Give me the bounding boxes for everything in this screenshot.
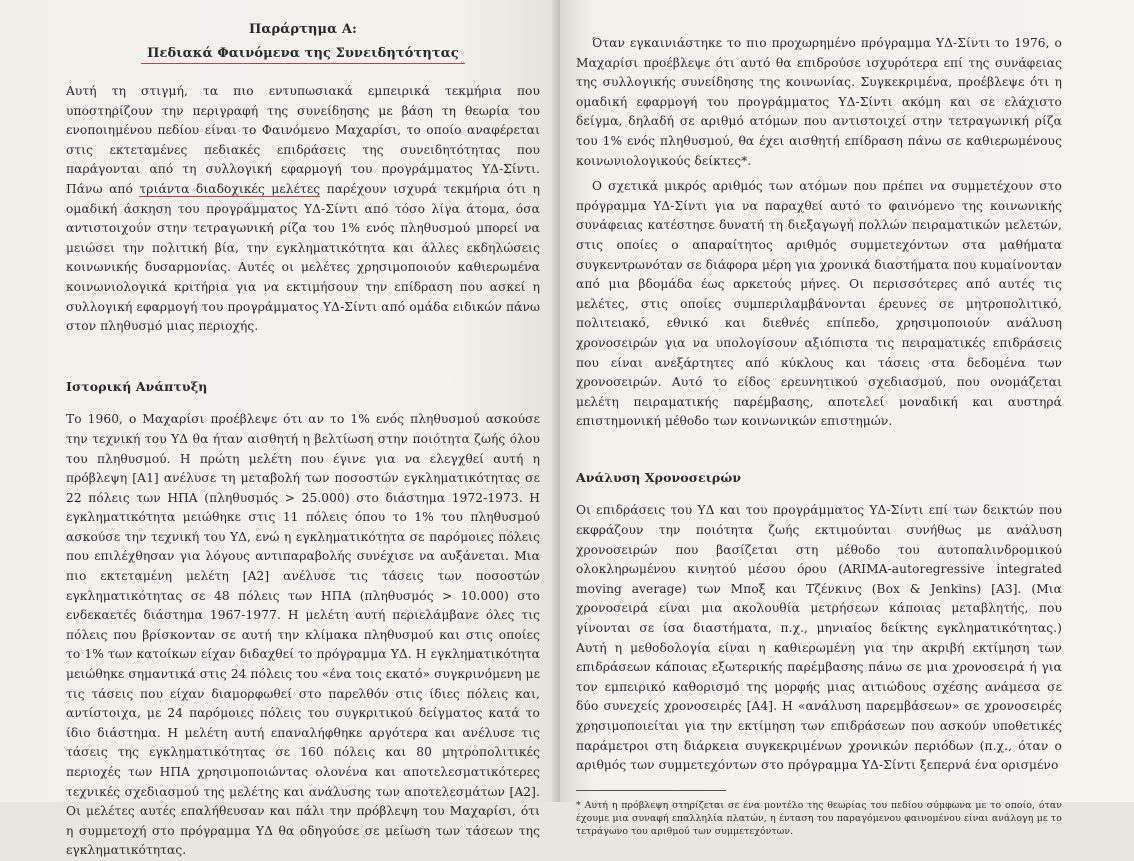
history-paragraph-3: Ο σχετικά μικρός αριθμός των ατόμων που πρέπει να συμμετέχουν στο πρόγραμμα ΥΔ-Σίντι για να παραχθεί αυτό το φαινόμενο της κοινωνικής συνάφειας κατέστησε δυνατή τη διεξαγωγή πολλών πειραματικών μελετών, στις οποίες ο απαραίτητος αριθμός συμμετεχόντων στα μαθήματα συγκεντρωνόταν σε διάφορα μέρη για χρονικά διαστήματα που κυμαίνονταν από μια βδομάδα έως αρκετούς μήνες. Οι περισσότερες από αυτές τις μελέτες, στις οποίες συμπεριλαμβάνονται έρευνες σε μητροπολιτικό, πολιτειακό, εθνικό και διεθνές επίπεδο, χρησιμοποιούν ανάλυση χρονοσειρών για να υπολογίσουν αξιόπιστα τις πειραματικές επιδράσεις που είναι ανεξάρτητες από κύκλους και τάσεις στα δεδομένα των χρονοσειρών. Αυτό το είδος ερευνητικού σχεδιασμού, που ονομάζεται μελέτη πειραματικής παρέμβασης, αποτελεί μοναδική και αυστηρά επιστημονική μέθοδο των κοινωνικών επιστημών. bbox=[576, 179, 1062, 429]
intro-paragraph bbox=[66, 82, 540, 337]
appendix-title: Παράρτημα Α: bbox=[249, 22, 357, 37]
appendix-subtitle-text: Πεδιακά Φαινόμενα της Συνειδητότητας bbox=[141, 46, 465, 64]
intro-text-b: παρέχουν ισχυρά τεκμήρια ότι η ομαδική άσκηση του προγράμματος ΥΔ-Σίντι από τόσο λίγα άτομα, όσα αντιστοιχούν στην τετραγωνική ρίζα του 1% ενός πληθυσμού μπορεί να μειώσει την πολιτική βία, την εγκληματικότητα και άλλες εκδηλώσεις κοινωνικής δυσαρμονίας. Αυτές οι μελέτες χρησιμοποιούν καθιερωμένα κοινωνιολογικά κριτήρια για να εκτιμήσουν την επίδραση που ασκεί η συλλογική εφαρμογή του προγράμματος ΥΔ-Σίντι από ομάδα ειδικών πάνω στον πληθυσμό μιας περιοχής. bbox=[66, 181, 540, 334]
right-page bbox=[560, 0, 1134, 837]
left-page bbox=[0, 0, 560, 858]
history-paragraph: Το 1960, ο Μαχαρίσι προέβλεψε ότι αν το 1% ενός πληθυσμού ασκούσε την τεχνική του ΥΔ θα ήταν αισθητή η βελτίωση στην ποιότητα ζωής όλου του πληθυσμού. Η πρώτη μελέτη που έγινε για να ελεγχθεί αυτή η πρόβλεψη [Α1] ανέλυσε τη μεταβολή των ποσοστών εγκληματικότητας σε 22 πόλεις των ΗΠΑ (πληθυσμός > 25.000) στο διάστημα 1972-1973. Η εγκληματικότητα μειώθηκε στις 11 πόλεις όπου το 1% του πληθυσμού ασκούσε την τεχνική του ΥΔ, ενώ η εγκληματικότητα σε παρόμοιες πόλεις που επιλέχθησαν για λόγους αντιπαραβολής συνέχισε να αυξάνεται. Μια πιο εκτεταμένη μελέτη [Α2] ανέλυσε τις τάσεις των ποσοστών εγκληματικότητας σε 48 πόλεις των ΗΠΑ (πληθυσμός > 10.000) στο ενδεκαετές διάστημα 1967-1977. Η μελέτη αυτή περιελάμβανε όλες τις πόλεις που βρίσκονταν σε αυτή την κλίμακα πληθυσμού και στις οποίες το 1% των κατοίκων είχαν διδαχθεί το πρόγραμμα ΥΔ. Η εγκληματικότητα μειώθηκε σημαντικά στις 24 πόλεις του «ένα τοις εκατό» συγκρινόμενη με τις τάσεις που είχαν διαμορφωθεί στο παρελθόν στις ίδιες πόλεις και, αντίστοιχα, με 24 παρόμοιες πόλεις του συγκριτικού δείγματος κατά το ίδιο διάστημα. Η μελέτη αυτή επαναλήφθηκε αργότερα και ανέλυσε τις τάσεις της εγκληματικότητας σε 160 πόλεις και 80 μητροπολιτικές περιοχές των ΗΠΑ χρησιμοποιώντας ολονένα και αποτελεσματικότερες τεχνικές σχεδιασμού της μελέτης και ανάλυσης των αποτελεσμάτων [Α2]. Οι μελέτες αυτές επαλήθευσαν και πάλι την πρόβλεψη του Μαχαρίσι, ότι η συμμετοχή στο πρόγραμμα ΥΔ θα οδηγούσε σε μείωση των τάσεων της εγκληματικότητας. bbox=[66, 412, 540, 858]
intro-text-a: Αυτή τη στιγμή, τα πιο εντυπωσιακά εμπειρικά τεκμήρια που υποστηρίζουν την περιγραφή της συνείδησης με βάση τη θεωρία του ενοποιημένου πεδίου είναι το Φαινόμενο Μαχαρίσι, το οποίο αναφέρεται στις εκτεταμένες πεδιακές επιδράσεις της συνειδητότητας που παράγονται από τη συλλογική εφαρμογή του προγράμματος ΥΔ-Σίντι. Πάνω από bbox=[66, 84, 540, 196]
history-paragraph-2: Όταν εγκαινιάστηκε το πιο προχωρημένο πρόγραμμα ΥΔ-Σίντι το 1976, ο Μαχαρίσι προέβλεψε ότι αυτό θα επιδρούσε ισχυρότερα επί της συνάφειας της συλλογικής συνείδησης της κοινωνίας. Συγκεκριμένα, προέβλεψε ότι η ομαδική εφαρμογή του προγράμματος ΥΔ-Σίντι ακόμη και σε ελάχιστο δείγμα, δηλαδή σε αριθμό ατόμων που αντιστοιχεί στην τετραγωνική ρίζα του 1% ενός πληθυσμού, θα έχει αισθητή επίδραση πάνω σε καθιερωμένους κοινωνιολογικούς δείκτες*. bbox=[576, 36, 1062, 168]
timeseries-heading: Ανάλυση Χρονοσειρών bbox=[576, 469, 742, 485]
footnote-rule bbox=[576, 790, 726, 791]
footnote: * Αυτή η πρόβλεψη στηρίζεται σε ένα μοντέλο της θεωρίας του πεδίου σύμφωνα με το οποίο, όταν έχουμε μια συναφή επαλληλία πλατών, η ένταση του παραγόμενου φαινομένου είναι ανάλογη με το τετράγωνο του αριθμού των συμμετεχόντων. bbox=[576, 799, 1062, 837]
timeseries-paragraph: Οι επιδράσεις του ΥΔ και του προγράμματος ΥΔ-Σίντι επί των δεικτών που εκφράζουν την ποιότητα ζωής εκτιμούνται συνήθως με ανάλυση χρονοσειρών που βασίζεται στη μέθοδο του αυτοπαλινδρομικού ολοκληρωμένου κινητού μέσου όρου (ARIMA-autoregressive integrated moving average) των Μποξ και Τζένκινς (Box & Jenkins) [Α3]. (Μια χρονοσειρά είναι μια ακολουθία μετρήσεων κάποιας μεταβλητής, που γίνονται σε ίσα διαστήματα, π.χ., μηνιαίος δείκτης εγκληματικότητας.) Αυτή η μεθοδολογία είναι η καθιερωμένη για την ακριβή εκτίμηση των επιδράσεων κάποιας εξωτερικής παρέμβασης πάνω σε μια χρονοσειρά ή για τον εμπειρικό καθορισμό της μορφής μιας αιτιώδους σχέσης ανάμεσα σε δύο συνεχείς χρονοσειρές [Α4]. Η «ανάλυση παρεμβάσεων» σε χρονοσειρές χρησιμοποιείται για την εκτίμηση των επιδράσεων που ασκούν υποθετικές παράμετροι στη διάρκεια συγκεκριμένων χρονικών περιόδων (π.χ., όταν ο αριθμός των συμμετεχόντων στο πρόγραμμα ΥΔ-Σίντι ξεπερνά ένα ορισμένο bbox=[576, 503, 1062, 773]
left-column bbox=[66, 20, 540, 861]
appendix-subtitle bbox=[66, 44, 540, 64]
right-column bbox=[576, 16, 1062, 838]
history-heading: Ιστορική Ανάπτυξη bbox=[66, 378, 208, 394]
underlined-phrase: τριάντα διαδοχικές μελέτες bbox=[139, 181, 321, 196]
